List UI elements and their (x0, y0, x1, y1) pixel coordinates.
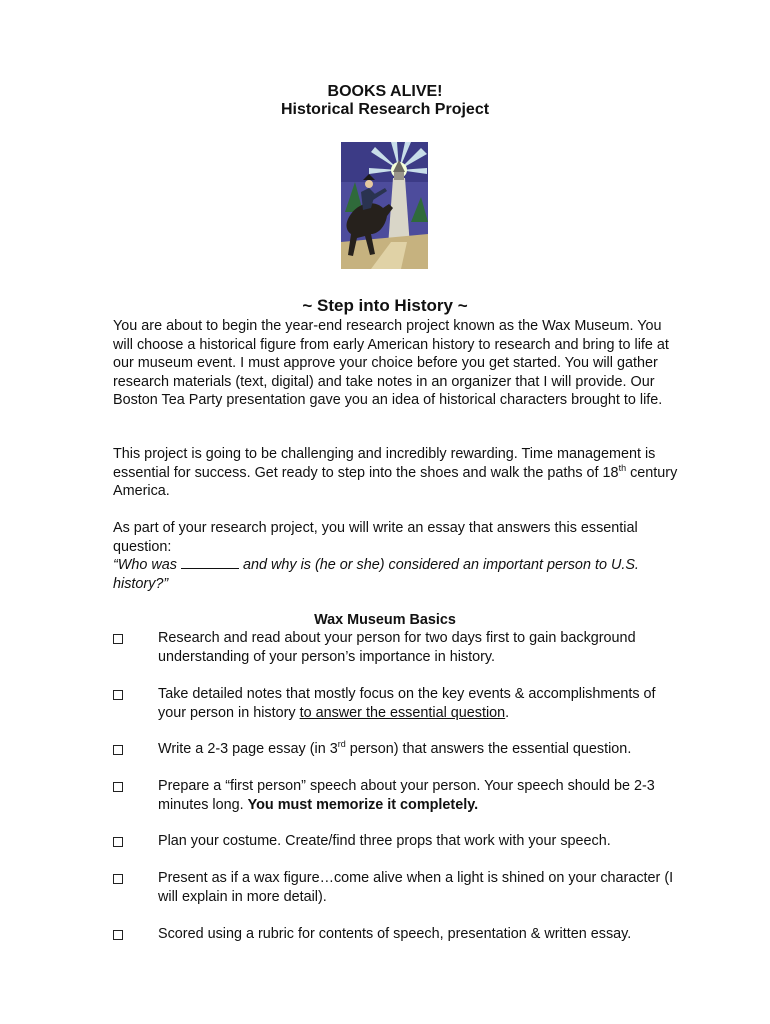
checkbox-icon[interactable] (113, 690, 123, 700)
item3-text-b: person) that answers the essential question. (345, 741, 632, 757)
essential-question (113, 556, 683, 593)
item4-bold-text: You must memorize it completely. (247, 796, 479, 813)
item2-text-a: Take detailed notes that mostly focus on the key events & accomplishments of your person in history (158, 686, 656, 721)
item4-text: Prepare a “first person” speech about your person. Your speech should be 2-3 minutes long. (158, 778, 655, 813)
checklist-item-text: Plan your costume. Create/find three props that work with your speech. (158, 833, 611, 849)
rider-illustration-icon (341, 142, 428, 269)
item2-underlined: to answer the essential question (299, 704, 506, 721)
essential-question-b: and why is (he or she) considered an important person to U.S. history?” (113, 557, 639, 592)
challenge-paragraph (113, 445, 683, 501)
challenge-text-b: century America. (113, 464, 678, 499)
item2-text-b: . (505, 704, 510, 721)
item3-text-a: Write a 2-3 page essay (in 3 (158, 741, 338, 757)
checkbox-icon[interactable] (113, 634, 123, 644)
challenge-text-a: This project is going to be challenging and incredibly rewarding. Time management is essential for success. Get ready to step into the shoes and walk the paths of 18 (113, 446, 656, 481)
checkbox-icon[interactable] (113, 745, 123, 755)
basics-heading: Wax Museum Basics (314, 612, 456, 628)
document-title: BOOKS ALIVE! (327, 83, 443, 100)
ordinal-suffix: th (618, 462, 627, 473)
intro-paragraph: You are about to begin the year-end research project known as the Wax Museum. You will choose a historical figure from early American history to research and bring to life at our museum event. I must approve your choice before you get started. You will gather research materials (text, digital) and take notes in an organizer that I will provide. Our Boston Tea Party presentation gave you an idea of historical characters brought to life. (113, 318, 669, 408)
essay-paragraph (113, 519, 683, 593)
ordinal-suffix: rd (337, 739, 346, 750)
document-subtitle: Historical Research Project (280, 101, 490, 118)
checklist-item-text: Present as if a wax figure…come alive when a light is shined on your character (I will explain in more detail). (158, 870, 674, 905)
checkbox-icon[interactable] (113, 874, 123, 884)
essay-intro: As part of your research project, you will write an essay that answers this essential question: (113, 520, 638, 555)
section-title: ~ Step into History ~ (302, 296, 468, 315)
checklist-item-text: Research and read about your person for two days first to gain background understanding of your person’s importance in history. (158, 630, 636, 665)
checkbox-icon[interactable] (113, 837, 123, 847)
checkbox-icon[interactable] (113, 782, 123, 792)
checklist-item-text (158, 685, 683, 722)
checkbox-icon[interactable] (113, 930, 123, 940)
checklist-item-text (158, 777, 683, 814)
essential-question-a: “Who was (113, 557, 181, 573)
checklist-item-text: Scored using a rubric for contents of speech, presentation & written essay. (158, 926, 632, 942)
checklist-item-text (158, 740, 683, 759)
answer-blank (181, 556, 239, 569)
